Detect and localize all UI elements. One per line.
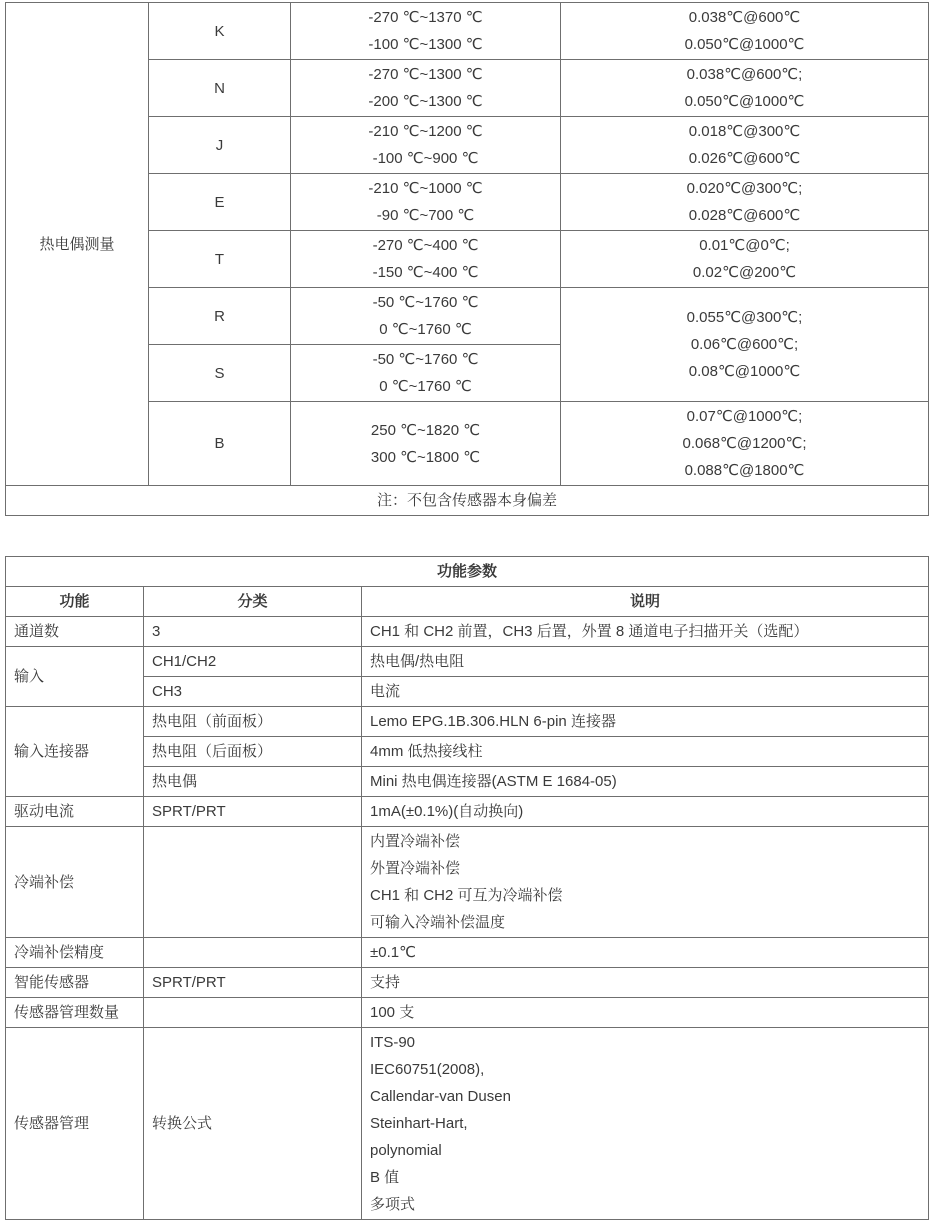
fn-header-category: 分类 — [144, 587, 362, 617]
range-line: -200 ℃~1300 ℃ — [368, 93, 483, 110]
fn-connector-cat-tc: 热电偶 — [144, 767, 362, 797]
fn-smart-sensor-desc: 支持 — [362, 968, 929, 998]
tc-accuracy-b — [561, 402, 929, 486]
tc-type-t: T — [149, 231, 291, 288]
fn-channel-desc: CH1 和 CH2 前置，CH3 后置，外置 8 通道电子扫描开关（选配） — [362, 617, 929, 647]
fn-header-description: 说明 — [362, 587, 929, 617]
accuracy-line: 0.068℃@1200℃; — [682, 435, 807, 452]
desc-line: IEC60751(2008), — [370, 1061, 485, 1078]
accuracy-line: 0.08℃@1000℃ — [688, 363, 801, 380]
table-row — [6, 797, 929, 827]
fn-connector-func: 输入连接器 — [6, 707, 144, 797]
accuracy-line: 0.02℃@200℃ — [692, 264, 797, 281]
tc-type-n: N — [149, 60, 291, 117]
tc-range-b — [291, 402, 561, 486]
range-line: -150 ℃~400 ℃ — [372, 264, 479, 281]
tc-type-r: R — [149, 288, 291, 345]
desc-line: Callendar-van Dusen — [370, 1088, 511, 1105]
tc-accuracy-e — [561, 174, 929, 231]
desc-line: CH1 和 CH2 可互为冷端补偿 — [370, 887, 563, 904]
fn-sensor-count-cat — [144, 998, 362, 1028]
desc-line: 外置冷端补偿 — [370, 860, 461, 877]
range-line: 0 ℃~1760 ℃ — [379, 378, 472, 395]
tc-accuracy-rs — [561, 288, 929, 402]
range-line: -270 ℃~400 ℃ — [372, 237, 479, 254]
range-line: -100 ℃~1300 ℃ — [368, 36, 483, 53]
table-row — [6, 968, 929, 998]
fn-sensor-mgmt-cat: 转换公式 — [144, 1028, 362, 1220]
desc-line: Steinhart-Hart, — [370, 1115, 468, 1132]
fn-input-desc-ch12: 热电偶/热电阻 — [362, 647, 929, 677]
table-row — [6, 587, 929, 617]
desc-line: 多项式 — [370, 1196, 416, 1213]
tc-note: 注：不包含传感器本身偏差 — [6, 486, 929, 516]
tc-type-k: K — [149, 3, 291, 60]
desc-line: ITS-90 — [370, 1034, 416, 1051]
range-line: -50 ℃~1760 ℃ — [372, 351, 479, 368]
range-line: -270 ℃~1300 ℃ — [368, 66, 483, 83]
range-line: -210 ℃~1000 ℃ — [368, 180, 483, 197]
fn-channel-cat: 3 — [144, 617, 362, 647]
table-row — [6, 998, 929, 1028]
tc-range-j — [291, 117, 561, 174]
tc-range-n — [291, 60, 561, 117]
tc-range-k — [291, 3, 561, 60]
fn-cjc-desc — [362, 827, 929, 938]
tc-accuracy-k — [561, 3, 929, 60]
fn-connector-desc-front: Lemo EPG.1B.306.HLN 6-pin 连接器 — [362, 707, 929, 737]
fn-cjc-cat — [144, 827, 362, 938]
accuracy-line: 0.050℃@1000℃ — [684, 93, 805, 110]
accuracy-line: 0.088℃@1800℃ — [684, 462, 805, 479]
tc-category-cell: 热电偶测量 — [6, 3, 149, 486]
range-line: -270 ℃~1370 ℃ — [368, 9, 483, 26]
fn-header-function: 功能 — [6, 587, 144, 617]
desc-line: 内置冷端补偿 — [370, 833, 461, 850]
accuracy-line: 0.038℃@600℃; — [686, 66, 803, 83]
range-line: 250 ℃~1820 ℃ — [370, 421, 481, 439]
table-row — [6, 677, 929, 707]
table-row — [6, 647, 929, 677]
desc-line: B 值 — [370, 1169, 400, 1186]
accuracy-line: 0.038℃@600℃ — [688, 9, 801, 26]
tc-type-s: S — [149, 345, 291, 402]
fn-smart-sensor-func: 智能传感器 — [6, 968, 144, 998]
tc-type-j: J — [149, 117, 291, 174]
table-row — [6, 617, 929, 647]
range-line: -210 ℃~1200 ℃ — [368, 123, 483, 140]
accuracy-line: 0.050℃@1000℃ — [684, 36, 805, 53]
fn-sensor-count-desc: 100 支 — [362, 998, 929, 1028]
fn-sensor-count-func: 传感器管理数量 — [6, 998, 144, 1028]
table-row — [6, 938, 929, 968]
thermocouple-table — [5, 2, 929, 516]
tc-accuracy-t — [561, 231, 929, 288]
function-parameters-table — [5, 556, 929, 1220]
fn-cjc-func: 冷端补偿 — [6, 827, 144, 938]
accuracy-line: 0.026℃@600℃ — [688, 150, 801, 167]
range-line: -50 ℃~1760 ℃ — [372, 294, 479, 311]
tc-range-e — [291, 174, 561, 231]
tc-type-e: E — [149, 174, 291, 231]
table-row — [6, 737, 929, 767]
accuracy-line: 0.06℃@600℃; — [690, 336, 799, 353]
table-row — [6, 557, 929, 587]
desc-line: 可输入冷端补偿温度 — [370, 914, 506, 931]
fn-input-cat-ch12: CH1/CH2 — [144, 647, 362, 677]
fn-drive-current-desc: 1mA(±0.1%)(自动换向) — [362, 797, 929, 827]
accuracy-line: 0.01℃@0℃; — [699, 237, 790, 254]
tc-range-s — [291, 345, 561, 402]
fn-drive-current-cat: SPRT/PRT — [144, 797, 362, 827]
table-row — [6, 827, 929, 938]
tc-type-b: B — [149, 402, 291, 486]
fn-input-func: 输入 — [6, 647, 144, 707]
accuracy-line: 0.07℃@1000℃; — [686, 408, 803, 425]
fn-sensor-mgmt-desc — [362, 1028, 929, 1220]
range-line: 300 ℃~1800 ℃ — [370, 448, 481, 466]
accuracy-line: 0.020℃@300℃; — [686, 180, 803, 197]
tc-range-r — [291, 288, 561, 345]
range-line: -100 ℃~900 ℃ — [372, 150, 479, 167]
fn-channel-func: 通道数 — [6, 617, 144, 647]
desc-line: polynomial — [370, 1142, 442, 1159]
fn-sensor-mgmt-func: 传感器管理 — [6, 1028, 144, 1220]
table-row — [6, 767, 929, 797]
fn-connector-cat-front: 热电阻（前面板） — [144, 707, 362, 737]
table-row — [6, 3, 929, 60]
fn-connector-desc-tc: Mini 热电偶连接器(ASTM E 1684-05) — [362, 767, 929, 797]
fn-input-cat-ch3: CH3 — [144, 677, 362, 707]
fn-drive-current-func: 驱动电流 — [6, 797, 144, 827]
table-row — [6, 1028, 929, 1220]
tc-accuracy-n — [561, 60, 929, 117]
accuracy-line: 0.018℃@300℃ — [688, 123, 801, 140]
tc-accuracy-j — [561, 117, 929, 174]
table-row — [6, 707, 929, 737]
fn-connector-desc-rear: 4mm 低热接线柱 — [362, 737, 929, 767]
fn-cjc-accuracy-cat — [144, 938, 362, 968]
range-line: 0 ℃~1760 ℃ — [379, 321, 472, 338]
fn-cjc-accuracy-func: 冷端补偿精度 — [6, 938, 144, 968]
table-row — [6, 486, 929, 516]
fn-cjc-accuracy-desc: ±0.1℃ — [362, 938, 929, 968]
fn-input-desc-ch3: 电流 — [362, 677, 929, 707]
fn-smart-sensor-cat: SPRT/PRT — [144, 968, 362, 998]
range-line: -90 ℃~700 ℃ — [376, 207, 475, 224]
fn-connector-cat-rear: 热电阻（后面板） — [144, 737, 362, 767]
accuracy-line: 0.055℃@300℃; — [686, 309, 803, 326]
tc-range-t — [291, 231, 561, 288]
fn-table-title: 功能参数 — [6, 557, 929, 587]
accuracy-line: 0.028℃@600℃ — [688, 207, 801, 224]
